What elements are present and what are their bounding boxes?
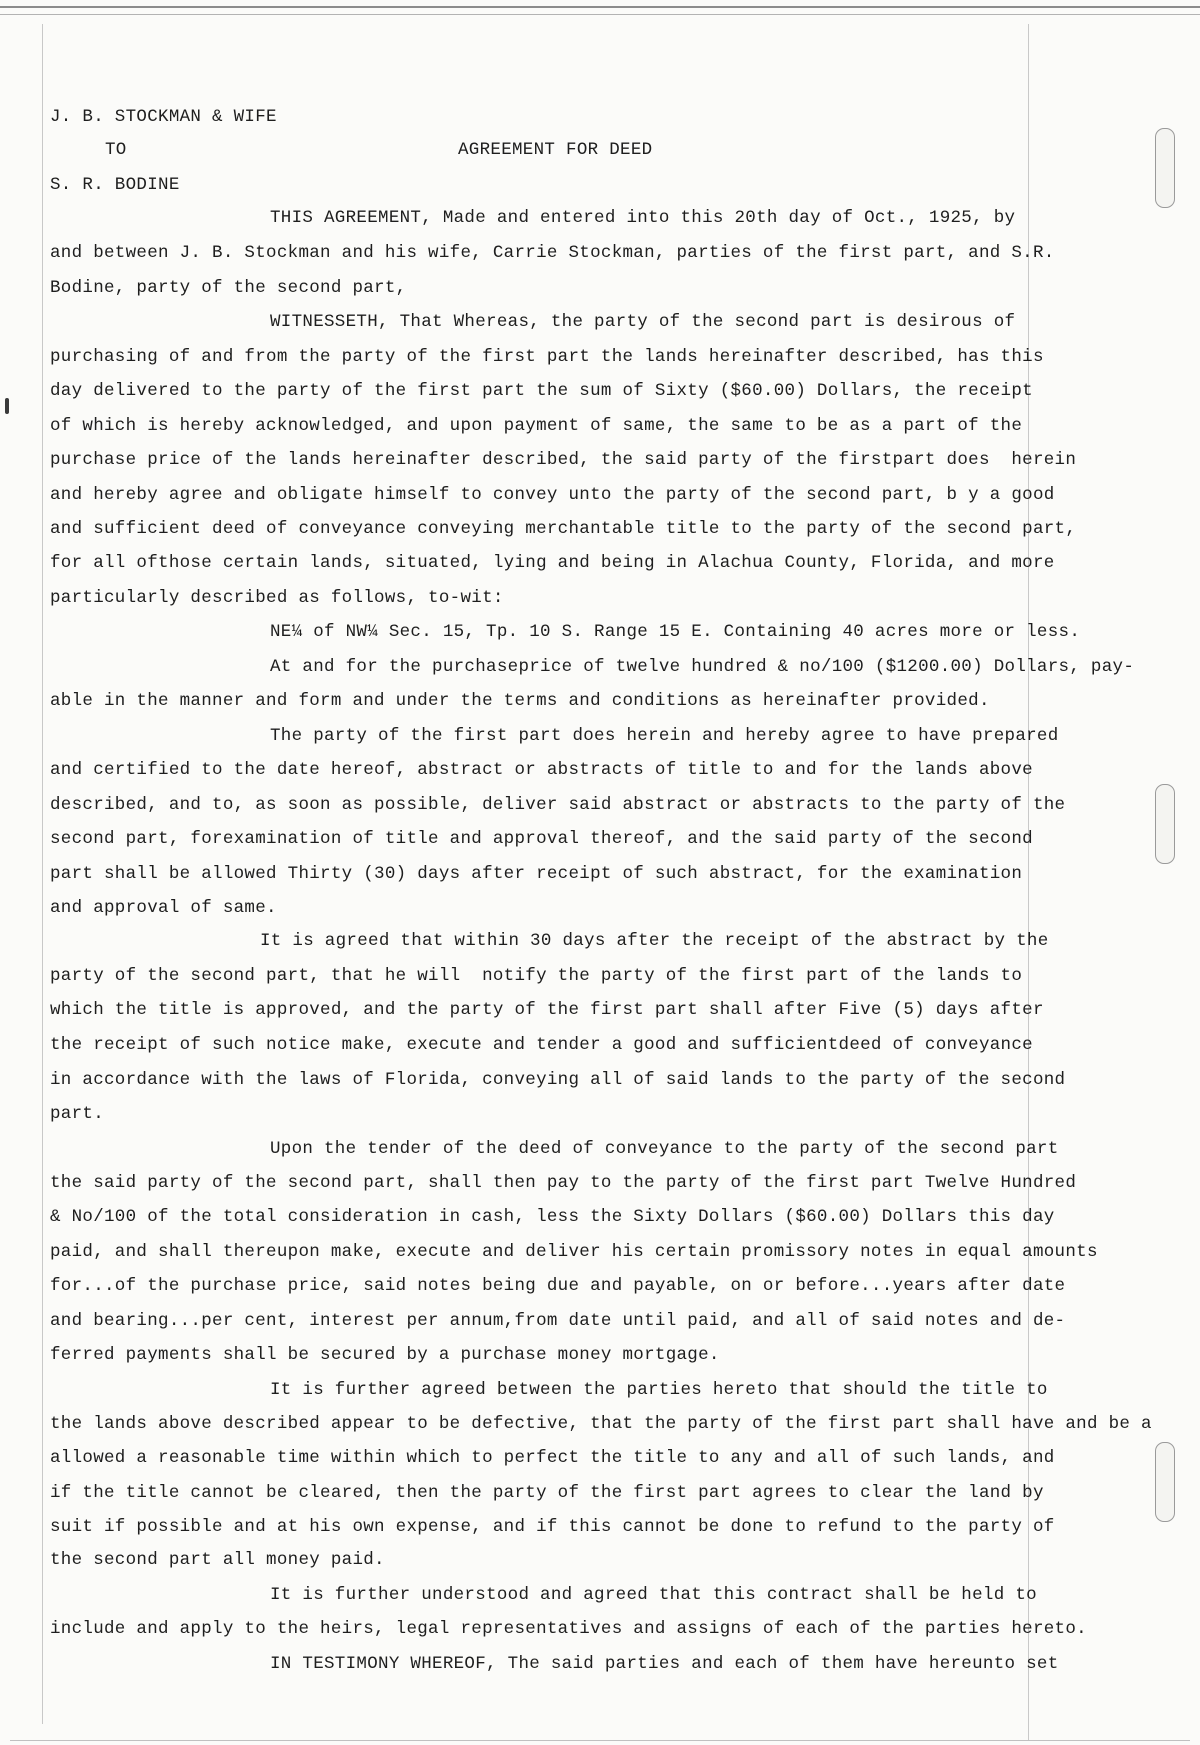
body-line: and hereby agree and obligate himself to convey unto the party of the second part, b y a good: [50, 485, 1055, 505]
body-line: purchasing of and from the party of the first part the lands hereinafter described, has this: [50, 347, 1044, 367]
body-line: ferred payments shall be secured by a purchase money mortgage.: [50, 1345, 720, 1365]
body-line: in accordance with the laws of Florida, conveying all of said lands to the party of the second: [50, 1070, 1066, 1090]
document-title: AGREEMENT FOR DEED: [458, 140, 653, 160]
body-line: and between J. B. Stockman and his wife, Carrie Stockman, parties of the first part, and S.R.: [50, 243, 1055, 263]
to-heading: TO: [105, 140, 127, 160]
body-line: & No/100 of the total consideration in cash, less the Sixty Dollars ($60.00) Dollars this day: [50, 1207, 1055, 1227]
body-line: which the title is approved, and the party of the first part shall after Five (5) days after: [50, 1000, 1044, 1020]
body-line: include and apply to the heirs, legal representatives and assigns of each of the parties hereto.: [50, 1619, 1087, 1639]
body-line: At and for the purchaseprice of twelve hundred & no/100 ($1200.00) Dollars, pay-: [270, 657, 1135, 677]
top-border: [0, 6, 1200, 15]
body-line: party of the second part, that he will notify the party of the first part of the lands to: [50, 966, 1023, 986]
body-line: day delivered to the party of the first part the sum of Sixty ($60.00) Dollars, the receipt: [50, 381, 1033, 401]
body-line: part shall be allowed Thirty (30) days after receipt of such abstract, for the examination: [50, 864, 1023, 884]
body-line: and bearing...per cent, interest per annum,from date until paid, and all of said notes and de-: [50, 1311, 1066, 1331]
binding-mark: [5, 398, 9, 414]
body-line: It is agreed that within 30 days after the receipt of the abstract by the: [260, 931, 1049, 951]
left-page-edge: [42, 24, 43, 1724]
body-line: allowed a reasonable time within which to perfect the title to any and all of such lands, and: [50, 1448, 1055, 1468]
body-line: and sufficient deed of conveyance conveying merchantable title to the party of the second part,: [50, 519, 1077, 539]
body-line: the said party of the second part, shall then pay to the party of the first part Twelve Hundred: [50, 1173, 1077, 1193]
body-line: paid, and shall thereupon make, execute and deliver his certain promissory notes in equal amounts: [50, 1242, 1098, 1262]
body-line: the second part all money paid.: [50, 1550, 385, 1570]
body-line: the lands above described appear to be defective, that the party of the first part shall have and be a: [50, 1414, 1152, 1434]
body-line: It is further understood and agreed that this contract shall be held to: [270, 1585, 1037, 1605]
body-line: for all ofthose certain lands, situated, lying and being in Alachua County, Florida, and more: [50, 553, 1055, 573]
body-line: for...of the purchase price, said notes being due and payable, on or before...years after date: [50, 1276, 1066, 1296]
body-line: WITNESSETH, That Whereas, the party of the second part is desirous of: [270, 312, 1016, 332]
binder-hole-top: [1155, 128, 1175, 208]
body-line: It is further agreed between the parties hereto that should the title to: [270, 1380, 1048, 1400]
body-line: Bodine, party of the second part,: [50, 278, 407, 298]
body-line: able in the manner and form and under the terms and conditions as hereinafter provided.: [50, 691, 990, 711]
party-second-heading: S. R. BODINE: [50, 175, 180, 195]
body-line: if the title cannot be cleared, then the party of the first part agrees to clear the land by: [50, 1483, 1044, 1503]
body-line: The party of the first part does herein and hereby agree to have prepared: [270, 726, 1059, 746]
body-line: of which is hereby acknowledged, and upon payment of same, the same to be as a part of the: [50, 416, 1023, 436]
body-line: suit if possible and at his own expense, and if this cannot be done to refund to the party of: [50, 1517, 1055, 1537]
body-line: THIS AGREEMENT, Made and entered into this 20th day of Oct., 1925, by: [270, 208, 1016, 228]
body-line: described, and to, as soon as possible, deliver said abstract or abstracts to the party of the: [50, 795, 1066, 815]
body-line: IN TESTIMONY WHEREOF, The said parties and each of them have hereunto set: [270, 1654, 1059, 1674]
bottom-page-edge: [10, 1740, 1190, 1741]
binder-hole-middle: [1155, 784, 1175, 864]
body-line: and certified to the date hereof, abstract or abstracts of title to and for the lands above: [50, 760, 1033, 780]
body-line: and approval of same.: [50, 898, 277, 918]
party-first-heading: J. B. STOCKMAN & WIFE: [50, 107, 277, 127]
legal-description: NE¼ of NW¼ Sec. 15, Tp. 10 S. Range 15 E. Containing 40 acres more or less.: [270, 622, 1081, 642]
body-line: the receipt of such notice make, execute and tender a good and sufficientdeed of conveyance: [50, 1035, 1033, 1055]
body-line: Upon the tender of the deed of conveyance to the party of the second part: [270, 1139, 1059, 1159]
body-line: particularly described as follows, to-wit:: [50, 588, 504, 608]
binder-hole-bottom: [1155, 1442, 1175, 1522]
body-line: part.: [50, 1104, 105, 1124]
body-line: second part, forexamination of title and approval thereof, and the said party of the second: [50, 829, 1033, 849]
body-line: purchase price of the lands hereinafter described, the said party of the firstpart does herein: [50, 450, 1077, 470]
